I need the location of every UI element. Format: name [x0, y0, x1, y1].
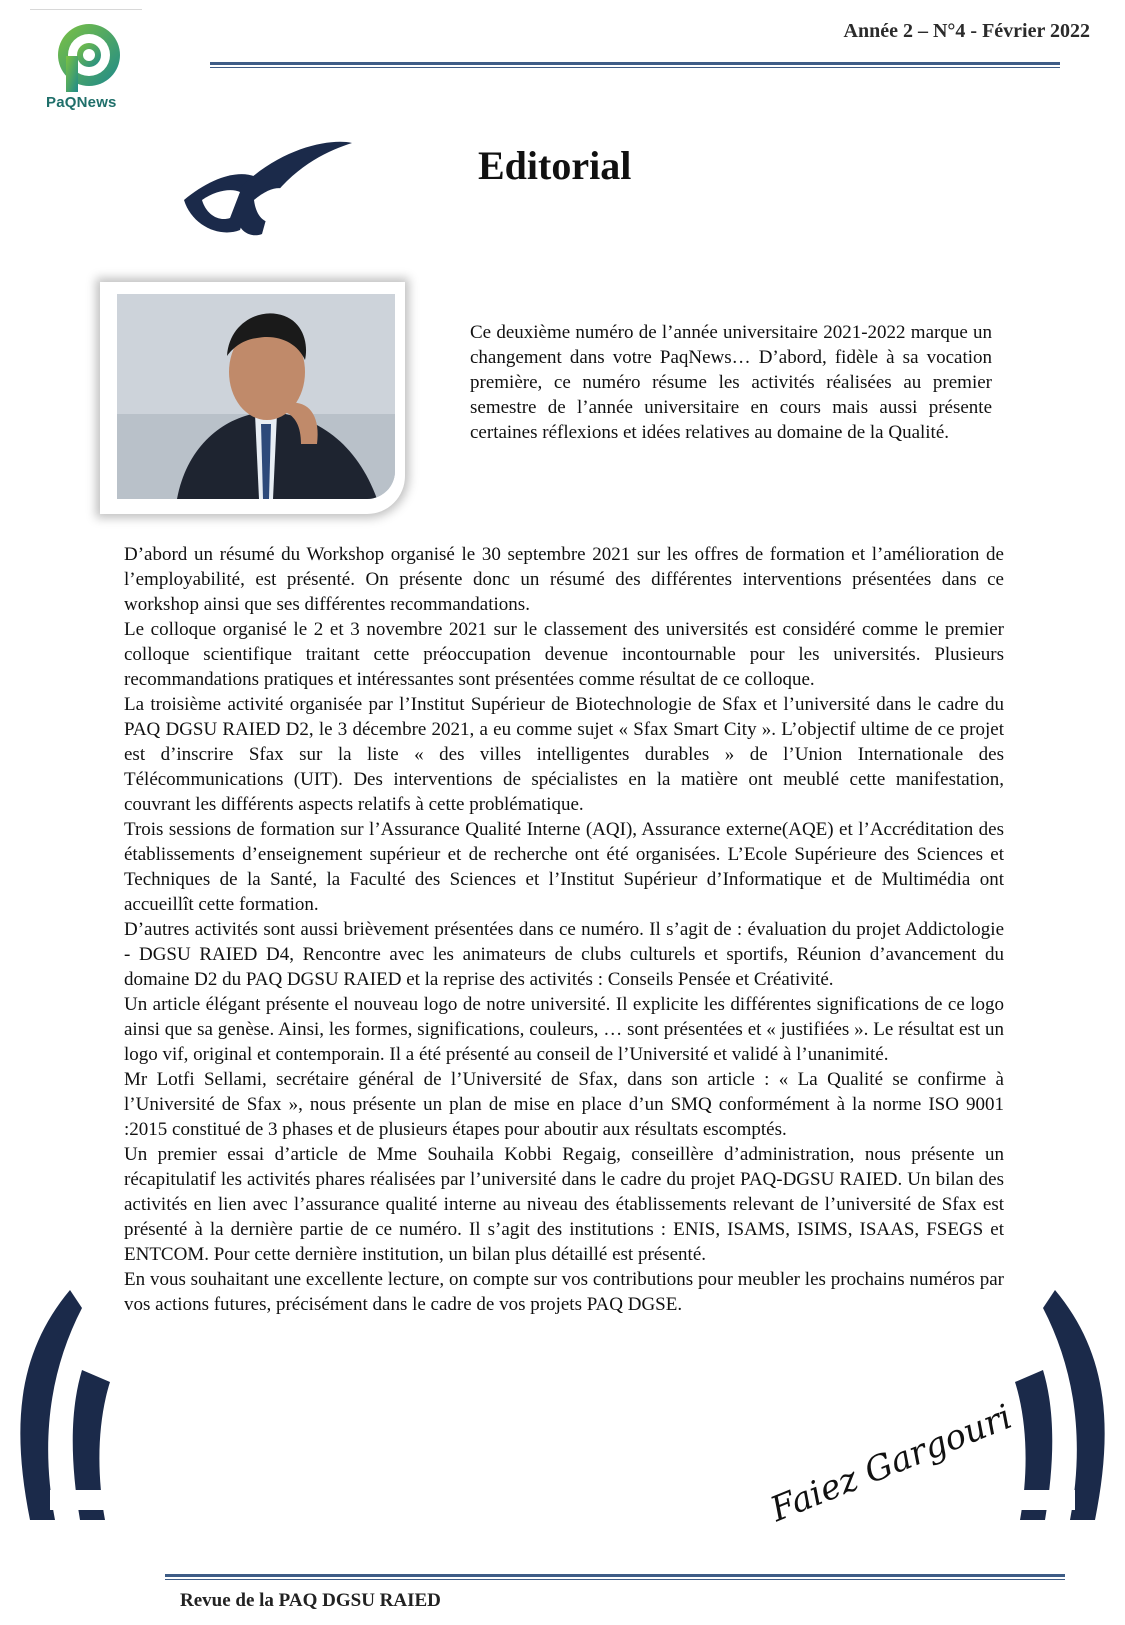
- body-paragraph: Un premier essai d’article de Mme Souhaila Kobbi Regaig, conseillère d’administration, nous présente un récapitulatif les activités phares réalisées par l’université dans le cadre du projet PAQ-DGSU RAIED. Un bilan des activités en lien avec l’assurance qualité interne au niveau des établissements relevant de l’université de Sfax est présenté à la dernière partie de ce numéro. Il s’agit des institutions : ENIS, ISAMS, ISIMS, ISAAS, FSEGS et ENTCOM. Pour cette dernière institution, un bilan plus détaillé est présenté.: [124, 1144, 1004, 1265]
- body-paragraph: Le colloque organisé le 2 et 3 novembre 2021 sur le classement des universités est considéré comme le premier colloque scientifique traitant cette préoccupation devenue incontournable pour les universités. Plusieurs recommandations pratiques et intéressantes sont présentées comme résultat de ce colloque.: [124, 619, 1004, 690]
- editorial-body: [124, 542, 1004, 1317]
- body-paragraph: Un article élégant présente el nouveau logo de notre université. Il explicite les différentes significations de ce logo ainsi que sa genèse. Ainsi, les formes, significations, couleurs, … sont présentées et « justifiées ». Le résultat est un logo vif, original et contemporain. Il a été présenté au conseil de l’Université et validé à l’unanimité.: [124, 994, 1004, 1065]
- body-paragraph: D’abord un résumé du Workshop organisé le 30 septembre 2021 sur les offres de formation et l’amélioration de l’employabilité, est présenté. On présente donc un résumé des différentes interventions présentées dans ce workshop ainsi que ses différentes recommandations.: [124, 544, 1004, 615]
- header-rule-thin: [210, 67, 1060, 68]
- intro-paragraph: Ce deuxième numéro de l’année universitaire 2021-2022 marque un changement dans votre PaqNews… D’abord, fidèle à sa vocation première, ce numéro résume les activités réalisées au premier semestre de l’année universitaire en cours mais aussi présente certaines réflexions et idées relatives au domaine de la Qualité.: [470, 322, 992, 443]
- issue-info: Année 2 – N°4 - Février 2022: [843, 20, 1090, 42]
- author-photo: [117, 294, 395, 499]
- footer-text: Revue de la PAQ DGSU RAIED: [180, 1590, 441, 1611]
- logo-wordmark: PaQNews: [46, 94, 117, 111]
- body-paragraph: Mr Lotfi Sellami, secrétaire général de l’Université de Sfax, dans son article : « La Qualité se confirme à l’Université de Sfax », nous présente un plan de mise en place d’un SMQ conformément à la norme ISO 9001 :2015 constitué de 3 phases et de plusieurs étapes pour aboutir aux résultats escomptés.: [124, 1069, 1004, 1140]
- header-rule: [210, 62, 1060, 65]
- signature: Faiez Gargouri: [765, 1396, 1018, 1530]
- body-paragraph: D’autres activités sont aussi brièvement présentées dans ce numéro. Il s’agit de : évaluation du projet Addictologie - DGSU RAIED D4, Rencontre avec les animateurs de clubs culturels et sportifs, Réunion d’avancement du domaine D2 du PAQ DGSU RAIED et la reprise des activités : Conseils Pensée et Créativité.: [124, 919, 1004, 990]
- body-paragraph: La troisième activité organisée par l’Institut Supérieur de Biotechnologie de Sfax et l’université dans le cadre du PAQ DGSU RAIED D2, le 3 décembre 2021, a eu comme sujet « Sfax Smart City ». L’objectif ultime de ce projet est d’inscrire Sfax sur la liste « des villes intelligentes durables » de l’Union Internationale des Télécommunications (UIT). Des interventions de spécialistes en la matière ont meublé cette manifestation, couvrant les différents aspects relatifs à cette problématique.: [124, 694, 1004, 815]
- body-paragraph: En vous souhaitant une excellente lecture, on compte sur vos contributions pour meubler les prochains numéros par vos actions futures, précisément dans le cadre de vos projets PAQ DGSE.: [124, 1269, 1004, 1315]
- body-paragraph: Trois sessions de formation sur l’Assurance Qualité Interne (AQI), Assurance externe(AQE) et l’Accréditation des établissements d’enseignement supérieur et de recherche ont été organisées. L’Ecole Supérieure des Sciences et Techniques de la Santé, la Faculté des Sciences et l’Institut Supérieur d’Informatique et de Multimédia ont accueillît cette formation.: [124, 819, 1004, 915]
- quote-mark-icon: [180, 138, 355, 248]
- top-divider: [30, 9, 142, 10]
- footer-rule: [165, 1574, 1065, 1577]
- footer-rule-thin: [165, 1579, 1065, 1580]
- decorative-horn-right-icon: [1005, 1290, 1115, 1540]
- page-title: Editorial: [478, 143, 632, 188]
- decorative-horn-left-icon: [10, 1290, 120, 1540]
